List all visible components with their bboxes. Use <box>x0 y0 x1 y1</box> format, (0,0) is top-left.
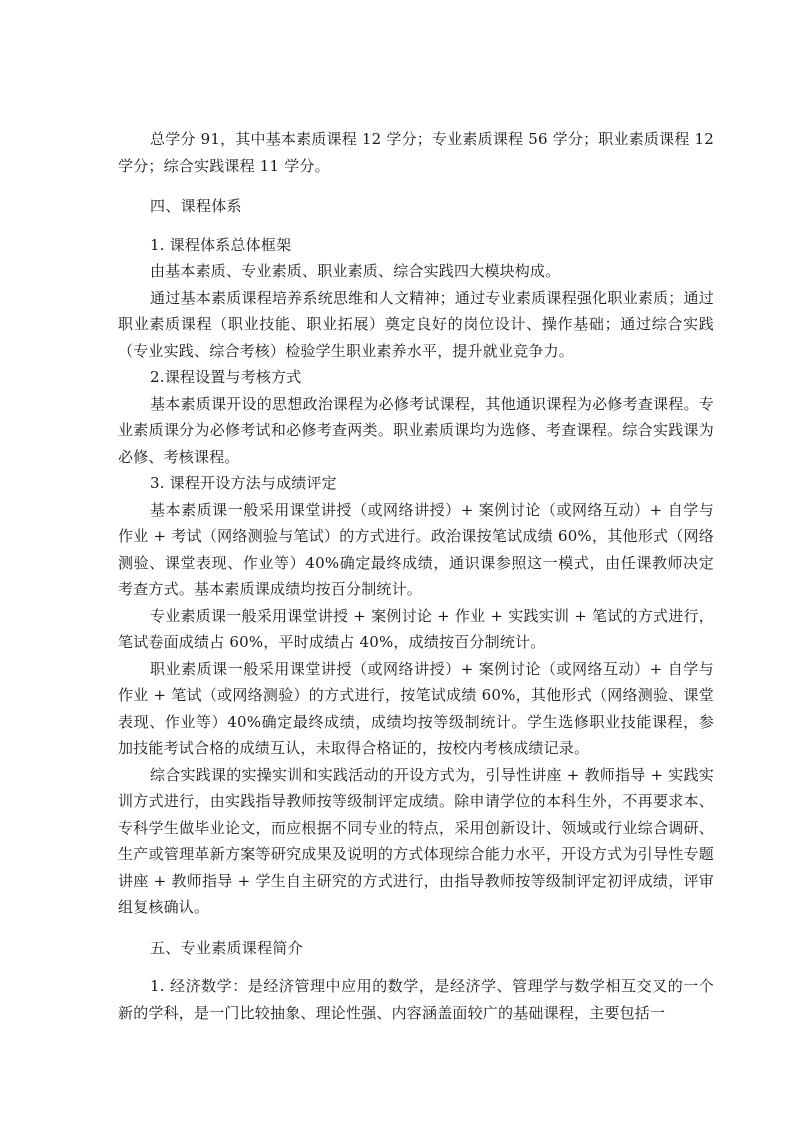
section-heading-course-intro: 五、专业素质课程简介 <box>150 938 304 957</box>
setup-assessment-paragraph: 基本素质课开设的思想政治课程为必修考试课程，其他通识课程为必修考查课程。专业素质课分为必修考试和必修考查两类。职业素质课均为选修、考查课程。综合实践课为必修、考核课程。 <box>118 394 714 466</box>
vocational-course-grading-paragraph: 职业素质课一般采用课堂讲授（或网络讲授）+ 案例讨论（或网络互动）+ 自学与作业 + 笔试（或网络测验）的方式进行，按笔试成绩 60%，其他形式（网络测验、课堂表现、作业等）40%确定最终成绩，成绩均按等级制统计。学生选修职业技能课程，参加技能考试合格的成绩互认，未取得合格证的，按校内考核成绩记录。 <box>118 659 714 757</box>
document-page <box>118 126 714 1026</box>
economic-math-paragraph: 1. 经济数学：是经济管理中应用的数学，是经济学、管理学与数学相互交叉的一个新的学科，是一门比较抽象、理论性强、内容涵盖面较广的基础课程，主要包括一 <box>118 977 714 1022</box>
framework-detail-paragraph: 通过基本素质课程培养系统思维和人文精神；通过专业素质课程强化职业素质；通过职业素质课程（职业技能、职业拓展）奠定良好的岗位设计、操作基础；通过综合实践（专业实践、综合考核）检验学生职业素养水平，提升就业竞争力。 <box>118 288 714 360</box>
section-heading-course-system: 四、课程体系 <box>150 197 242 215</box>
subheading-setup-assessment: 2.课程设置与考核方式 <box>150 368 302 386</box>
credit-summary-paragraph: 总学分 91，其中基本素质课程 12 学分；专业素质课程 56 学分；职业素质课程 12 学分；综合实践课程 11 学分。 <box>118 130 714 175</box>
professional-course-grading-paragraph: 专业素质课一般采用课堂讲授 + 案例讨论 + 作业 + 实践实训 + 笔试的方式进行，笔试卷面成绩占 60%，平时成绩占 40%，成绩按百分制统计。 <box>118 606 714 651</box>
subheading-methods-grading: 3. 课程开设方法与成绩评定 <box>150 474 337 492</box>
framework-paragraph: 由基本素质、专业素质、职业素质、综合实践四大模块构成。 <box>150 262 561 280</box>
basic-course-grading-paragraph: 基本素质课一般采用课堂讲授（或网络讲授）+ 案例讨论（或网络互动）+ 自学与作业 + 考试（网络测验与笔试）的方式进行。政治课按笔试成绩 60%，其他形式（网络测验、课堂表现、作业等）40%确定最终成绩，通识课参照这一模式，由任课教师决定考查方式。基本素质课成绩均按百分制统计。 <box>118 500 714 598</box>
subheading-framework: 1. 课程体系总体框架 <box>150 235 292 254</box>
practice-course-grading-paragraph: 综合实践课的实操实训和实践活动的开设方式为，引导性讲座 + 教师指导 + 实践实训方式进行，由实践指导教师按等级制评定成绩。除申请学位的本科生外，不再要求本、专科学生做毕业论文，而应根据不同专业的特点，采用创新设计、领域或行业综合调研、生产或管理革新方案等研究成果及说明的方式体现综合能力水平，开设方式为引导性专题讲座 + 教师指导 + 学生自主研究的方式进行，由指导教师按等级制评定初评成绩，评审组复核确认。 <box>118 765 714 916</box>
